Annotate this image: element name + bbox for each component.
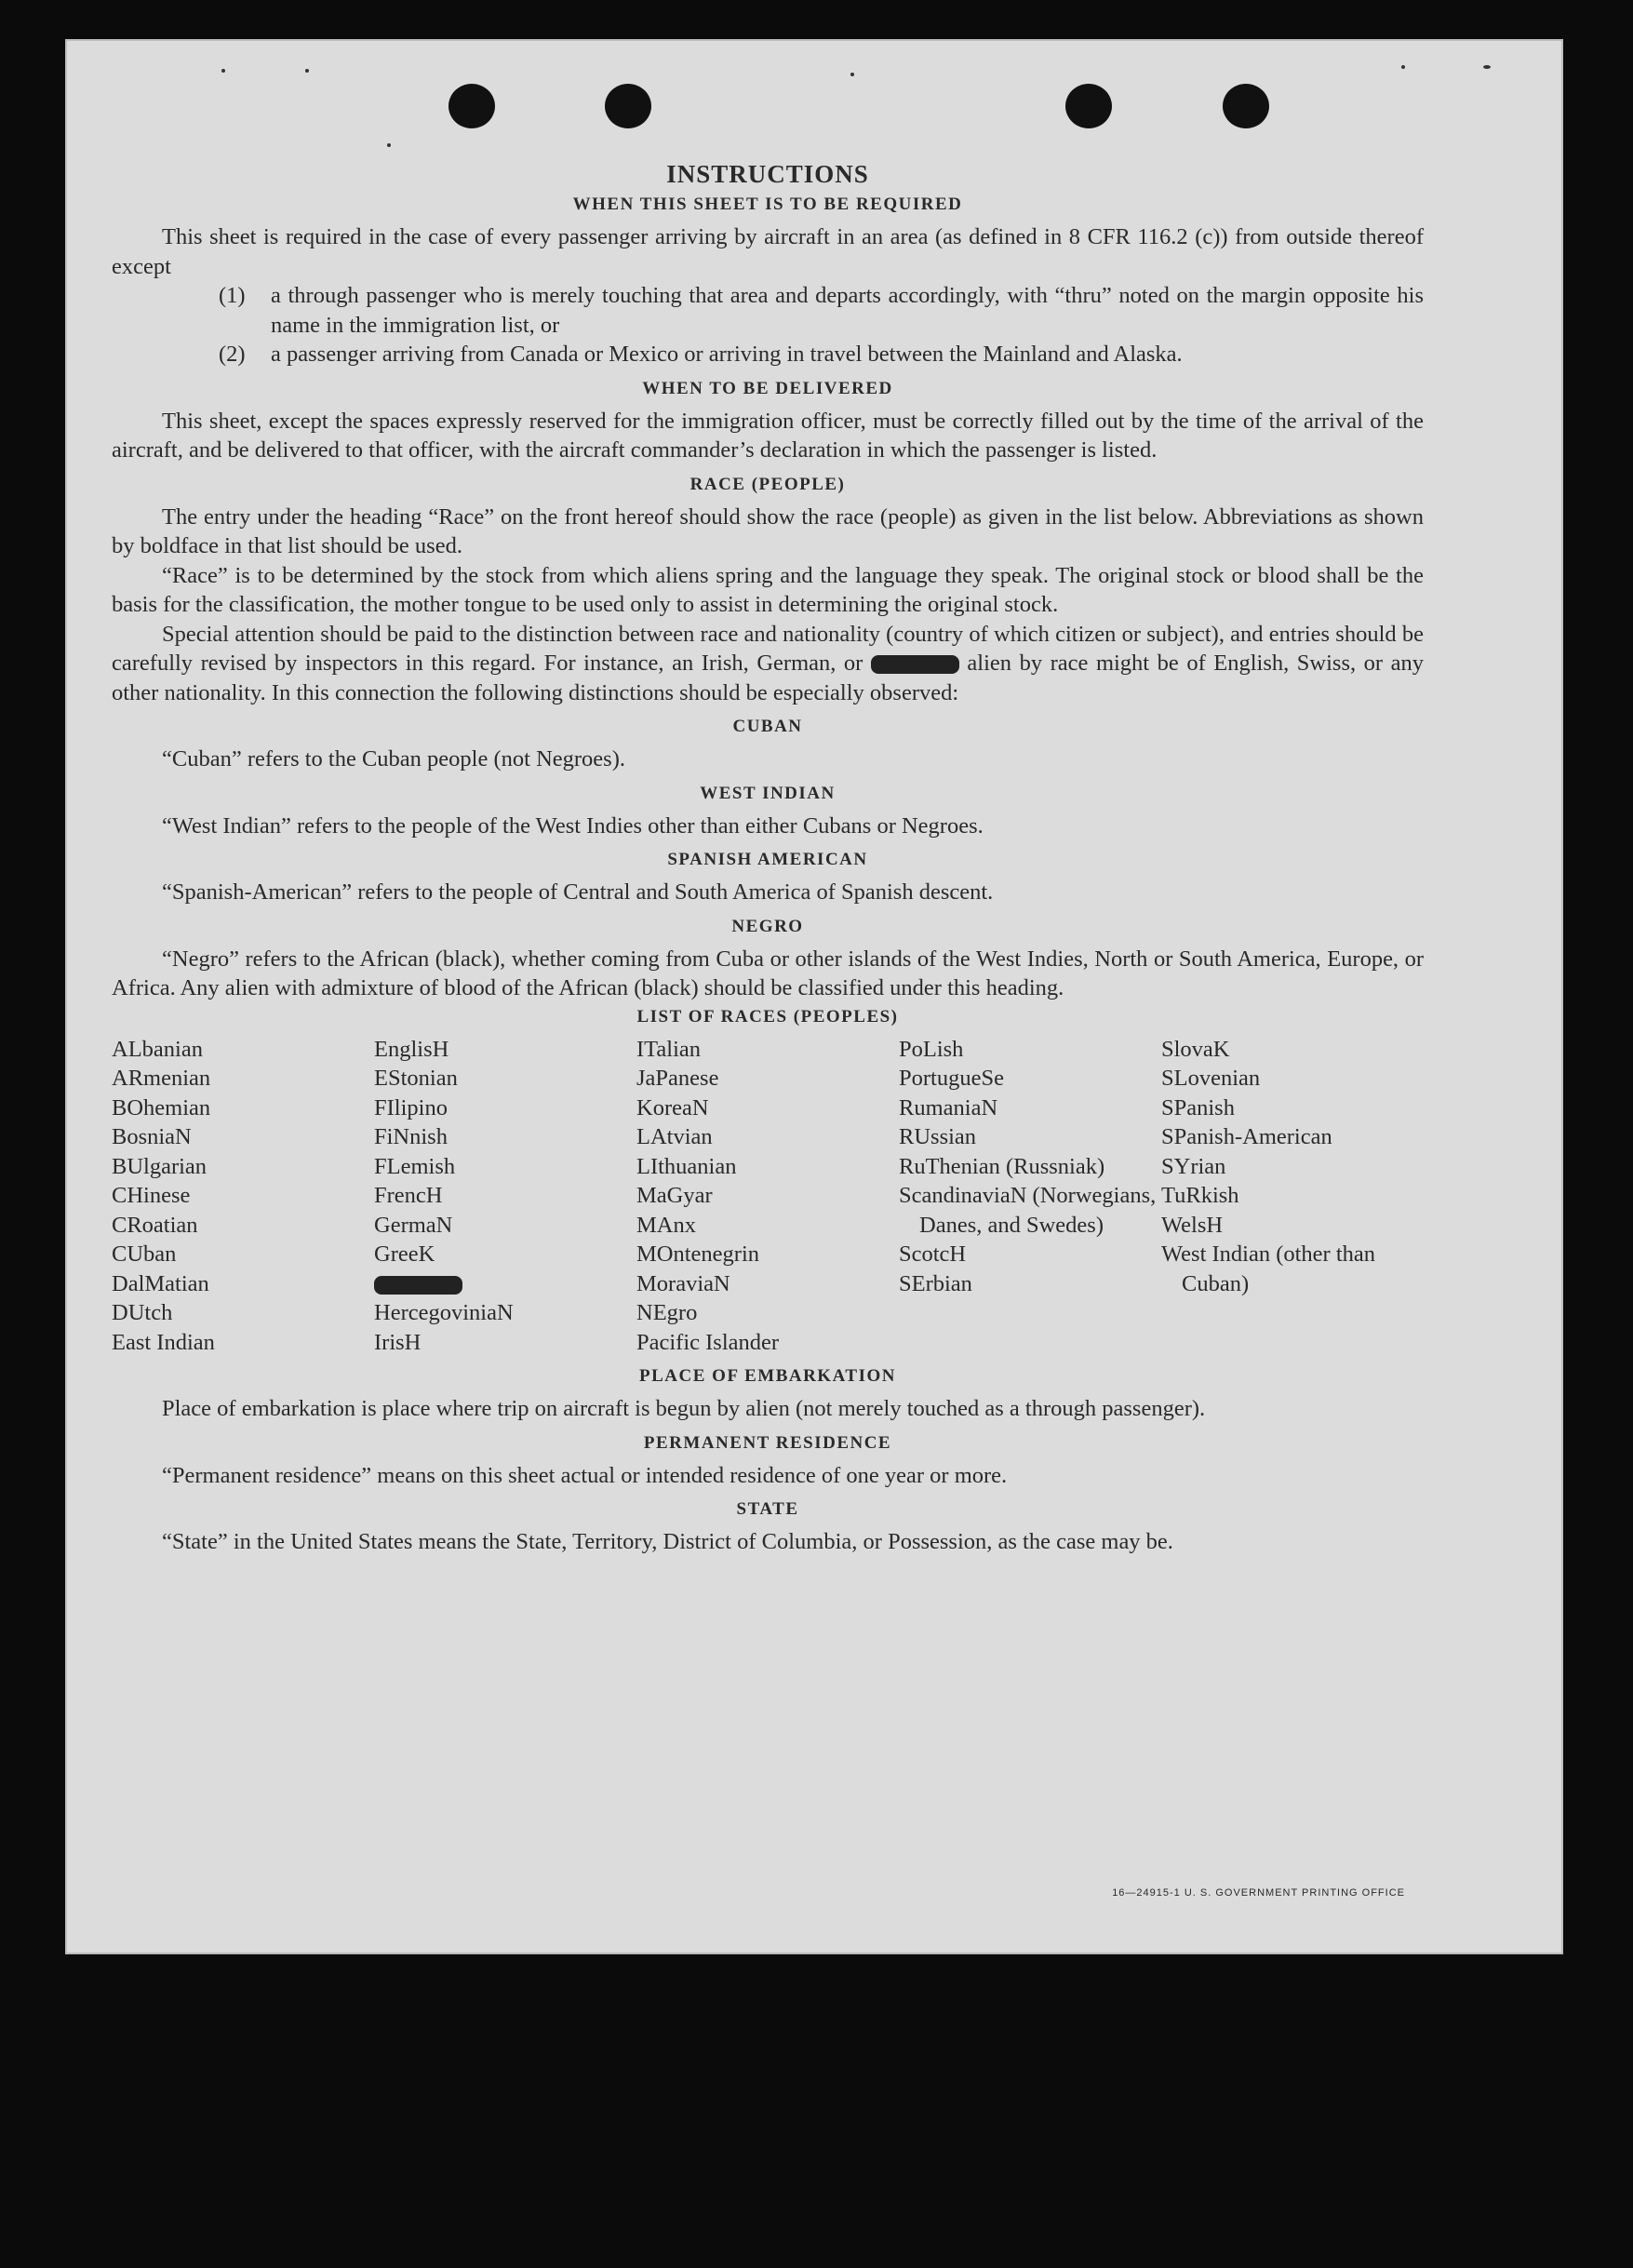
speck (387, 143, 391, 147)
embarkation-text: Place of embarkation is place where trip on aircraft is begun by alien (not merely touched as a through passenger). (162, 1396, 1206, 1421)
race-entry: PoLish (899, 1036, 964, 1062)
race-entry: SErbian (899, 1270, 972, 1296)
punch-hole (448, 84, 495, 128)
race-entry: EStonian (374, 1066, 458, 1091)
race-entry: EnglisH (374, 1036, 449, 1062)
race-entry: GreeK (374, 1241, 435, 1267)
race-entry: TuRkish (1161, 1183, 1239, 1208)
race-entry: East Indian (112, 1329, 215, 1355)
negro-text: “Negro” refers to the African (black), whether coming from Cuba or other islands of the West Indies, North or South America, Europe, or Africa. Any alien with admixture of blood of the African (black) should be classified under this heading. (112, 946, 1424, 1000)
section-heading: RACE (PEOPLE) (689, 474, 846, 494)
speck (221, 69, 225, 73)
speck (1401, 65, 1405, 69)
section-heading: NEGRO (731, 916, 804, 936)
race-entry-redacted (374, 1269, 636, 1299)
race-paragraph-3 (112, 620, 1424, 708)
race-list (112, 1035, 1424, 1358)
race-entry: ITalian (636, 1036, 702, 1062)
section-heading: SPANISH AMERICAN (667, 850, 868, 869)
page-title: INSTRUCTIONS (666, 160, 869, 188)
race-entry: SPanish (1161, 1094, 1235, 1121)
race-entry: DalMatian (112, 1270, 209, 1296)
race-entry: BOhemian (112, 1094, 211, 1121)
redaction-mark (374, 1276, 462, 1295)
document-sheet (65, 39, 1563, 1954)
race-column (112, 1035, 374, 1358)
state-text: “State” in the United States means the State, Territory, District of Columbia, or Possession, as the case may be. (162, 1529, 1173, 1554)
race-entry: FiNnish (374, 1124, 448, 1149)
cuban-text: “Cuban” refers to the Cuban people (not Negroes). (162, 746, 625, 772)
punch-hole (605, 84, 651, 128)
race-entry: RuThenian (Russniak) (899, 1153, 1105, 1179)
race-entry: GermaN (374, 1212, 453, 1238)
section-heading: LIST OF RACES (PEOPLES) (636, 1006, 899, 1027)
race-entry: LIthuanian (636, 1153, 737, 1179)
punch-hole (1065, 84, 1112, 128)
race-entry: HercegoviniaN (374, 1300, 514, 1325)
required-intro: This sheet is required in the case of every passenger arriving by aircraft in an area (as defined in 8 CFR 116.2 (c)) from outside thereof except (112, 224, 1424, 279)
printing-office-code: 16—24915-1 U. S. GOVERNMENT PRINTING OFFICE (1112, 1887, 1405, 1899)
item-text: a through passenger who is merely touching that area and departs accordingly, with “thru” noted on the margin opposite his name in the immigration list, or (271, 283, 1424, 338)
race-column (636, 1035, 899, 1358)
race-entry: ARmenian (112, 1066, 211, 1091)
race-entry: FLemish (374, 1153, 456, 1179)
race-column (1161, 1035, 1424, 1358)
race-entry: BosniaN (112, 1124, 192, 1149)
race-entry: PortugueSe (899, 1066, 1004, 1091)
section-heading: WHEN TO BE DELIVERED (642, 378, 893, 398)
redaction-mark (871, 655, 959, 674)
west-indian-text: “West Indian” refers to the people of the West Indies other than either Cubans or Negroes. (162, 812, 984, 839)
list-item (219, 340, 1424, 369)
race-entry: ALbanian (112, 1036, 203, 1062)
race-entry: SLovenian (1161, 1066, 1261, 1091)
delivered-text: This sheet, except the spaces expressly reserved for the immigration officer, must be correctly filled out by the time of the arrival of the aircraft, and be delivered to that officer, with the aircraft commander’s declaration in which the passenger is listed. (112, 408, 1424, 463)
race-entry: MaGyar (636, 1183, 713, 1208)
speck (1483, 65, 1491, 69)
item-text: a passenger arriving from Canada or Mexico or arriving in travel between the Mainland and Alaska. (271, 342, 1183, 367)
race-entry: CRoatian (112, 1212, 198, 1238)
race-entry: ScandinaviaN (Norwegians, Danes, and Swedes) (899, 1183, 1157, 1238)
race-entry: CUban (112, 1241, 177, 1267)
spanish-american-text: “Spanish-American” refers to the people of Central and South America of Spanish descent. (162, 879, 994, 905)
race-entry: NEgro (636, 1300, 698, 1325)
race-paragraph-3-start: Special attention should be paid to the distinction between race and nationality (country of which citizen or subject), and entries should be carefully revised by inspectors in this regard. For instance, an Irish, German, or (112, 621, 1424, 676)
section-heading: WHEN THIS SHEET IS TO BE REQUIRED (572, 195, 963, 214)
race-entry: SlovaK (1161, 1036, 1230, 1062)
race-entry: FrencH (374, 1183, 443, 1208)
section-heading: WEST INDIAN (700, 783, 836, 803)
race-entry: KoreaN (636, 1094, 709, 1121)
item-number: (2) (219, 342, 246, 367)
section-heading: STATE (736, 1499, 799, 1519)
race-entry: FIlipino (374, 1094, 448, 1121)
race-column (899, 1035, 1161, 1358)
section-heading: PLACE OF EMBARKATION (639, 1366, 896, 1386)
race-entry: RUssian (899, 1124, 977, 1149)
race-entry: Pacific Islander (636, 1329, 780, 1355)
race-entry: RumaniaN (899, 1094, 998, 1121)
race-entry: LAtvian (636, 1124, 713, 1149)
speck (305, 69, 309, 73)
race-paragraph-2: “Race” is to be determined by the stock from which aliens spring and the language they speak. The original stock or blood shall be the basis for the classification, the mother tongue to be used only to assist in determining the original stock. (112, 562, 1424, 617)
race-entry: SPanish-American (1161, 1124, 1332, 1149)
residence-text: “Permanent residence” means on this sheet actual or intended residence of one year or more. (162, 1462, 1008, 1488)
race-entry: MAnx (636, 1212, 696, 1238)
race-paragraph-3-end: alien by race might be of English, Swiss, or any other nationality. In this connection the following distinctions should be especially observed: (112, 651, 1424, 705)
race-entry: MoraviaN (636, 1270, 730, 1296)
punch-hole (1223, 84, 1269, 128)
section-heading: PERMANENT RESIDENCE (643, 1432, 892, 1453)
race-entry: JaPanese (636, 1066, 719, 1091)
speck (850, 73, 854, 76)
race-entry: CHinese (112, 1183, 191, 1208)
instructions-body (112, 160, 1424, 1557)
race-entry: West Indian (other than Cuban) (1161, 1241, 1376, 1296)
race-paragraph-1: The entry under the heading “Race” on the front hereof should show the race (people) as given in the list below. Abbreviations as shown by boldface in that list should be used. (112, 503, 1424, 558)
race-entry: SYrian (1161, 1153, 1226, 1179)
race-entry: MOntenegrin (636, 1241, 759, 1267)
race-column (374, 1035, 636, 1358)
race-entry: IrisH (374, 1329, 422, 1355)
race-entry: DUtch (112, 1300, 173, 1325)
race-entry: WelsH (1161, 1212, 1224, 1238)
item-number: (1) (219, 283, 246, 308)
race-entry: ScotcH (899, 1241, 967, 1267)
race-entry: BUlgarian (112, 1153, 207, 1179)
list-item (219, 281, 1424, 340)
section-heading: CUBAN (732, 717, 803, 736)
